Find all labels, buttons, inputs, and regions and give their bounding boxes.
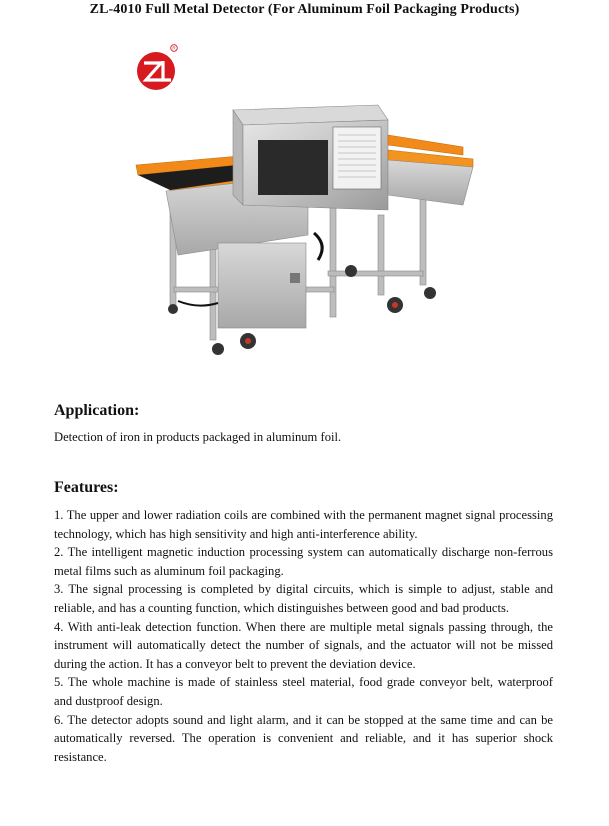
feature-item: 6. The detector adopts sound and light alarm, and it can be stopped at the same time and can be automatically reversed. The operation is convenient and reliable, and it has superior shock resistance. <box>54 712 553 764</box>
feature-item: 5. The whole machine is made of stainless steel material, food grade conveyor belt, waterproof and dustproof design. <box>54 675 553 708</box>
feature-item: 4. With anti-leak detection function. When there are multiple metal signals passing through, the instrument will automatically detect the number of signals, and the actuator will not be missed during the action. It has a conveyor belt to prevent the deviation device. <box>54 619 553 671</box>
features-heading: Features: <box>54 479 119 496</box>
zl-brand-logo-icon <box>136 43 180 93</box>
feature-item: 1. The upper and lower radiation coils are combined with the permanent magnet signal processing technology, which has high sensitivity and high anti-interference ability. <box>54 508 553 541</box>
feature-item: 2. The intelligent magnetic induction processing system can automatically discharge non-ferrous metal films such as aluminum foil packaging. <box>54 545 553 578</box>
svg-text:R: R <box>172 45 176 51</box>
metal-detector-photo <box>118 95 478 357</box>
feature-item: 3. The signal processing is completed by digital circuits, which is simple to adjust, stable and reliable, and has a counting function, which distinguishes between good and bad products. <box>54 582 553 615</box>
page-title: ZL-4010 Full Metal Detector (For Aluminum Foil Packaging Products) <box>89 2 520 17</box>
application-text: Detection of iron in products packaged in aluminum foil. <box>54 430 342 444</box>
features-list <box>54 506 553 766</box>
application-heading: Application: <box>54 402 140 419</box>
